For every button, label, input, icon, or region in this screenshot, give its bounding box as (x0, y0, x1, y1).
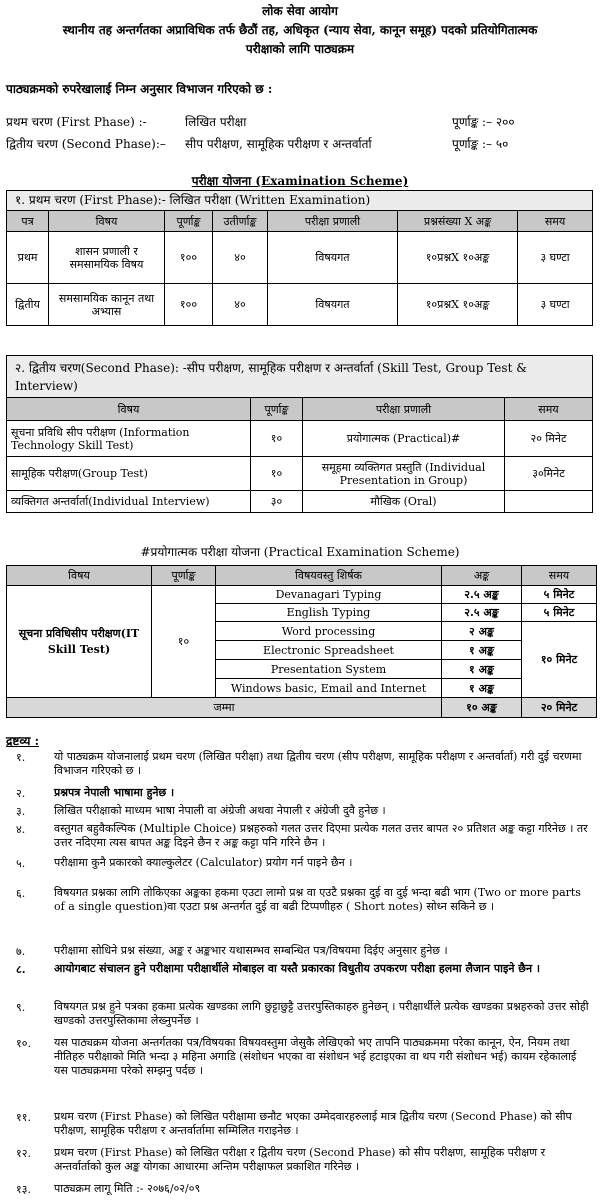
marks: २.५ अङ्क (442, 604, 522, 622)
time: ५ मिनेट (522, 586, 597, 604)
col-exam-system: परीक्षा प्रणाली (268, 211, 398, 232)
time: ३ घण्टा (518, 284, 593, 326)
exam-system: विषयगत (268, 232, 398, 284)
note-number: ६. (16, 887, 26, 900)
phase1-value: लिखित परीक्षा (185, 115, 247, 129)
table-row (7, 586, 597, 604)
total-label: जम्मा (7, 698, 442, 718)
header-line-2: परीक्षाको लागि पाठ्यक्रम (245, 42, 355, 56)
note-number: १०. (16, 1037, 31, 1050)
exam-system: विषयगत (268, 284, 398, 326)
note-text: यो पाठ्यक्रम योजनालाई प्रथम चरण (लिखित परीक्षा) तथा द्वितीय चरण (सीप परीक्षण, सामूहिक परीक्षण र अन्तर्वार्ता) गरी दुई चरणमा विभाजन गरिएको छ । (54, 750, 582, 777)
exam-system: समूहमा व्यक्तिगत प्रस्तुति (Individual Presentation in Group) (303, 457, 505, 491)
time: ५ मिनेट (522, 604, 597, 622)
note-number: ३. (16, 805, 26, 818)
note-number: ८. (16, 963, 26, 976)
practical-table (6, 565, 597, 718)
note-text: वस्तुगत बहुवैकल्पिक (Multiple Choice) प्रश्नहरुको गलत उत्तर दिएमा प्रत्येक गलत उत्तर बापत २० प्रतिशत अङ्क कट्टा गरिनेछ । तर उत्तर नदिएमा त्यस बापत अङ्क दिइने छैन र अङ्क कट्टा पनि गरिने छैन । (54, 822, 588, 849)
col-paper: पत्र (7, 211, 49, 232)
full-marks: १० (251, 421, 303, 457)
table-row (7, 491, 593, 513)
marks: २ अङ्क (442, 622, 522, 641)
phase1-label: प्रथम चरण (First Phase) :- (6, 115, 147, 129)
col-time: समय (505, 398, 593, 421)
note-number: १२. (16, 1147, 31, 1160)
written-exam-table (6, 190, 593, 326)
note-text: प्रश्नपत्र नेपाली भाषामा हुनेछ । (54, 786, 175, 799)
time: २० मिनेट (505, 421, 593, 457)
pass-marks: ४० (213, 232, 268, 284)
note-text: विषयगत प्रश्न हुने पत्रका हकमा प्रत्येक खण्डका लागि छुट्टाछुट्टै उत्तरपुस्तिकाहरु हुनेछन् । परीक्षार्थीले प्रत्येक खण्डका प्रश्नहरुको उत्तर सोही खण्डको उत्तरपुस्तिकामा लेख्नुपर्नेछ । (54, 1000, 589, 1027)
marks: १ अङ्क (442, 641, 522, 660)
subject: शासन प्रणाली र समसामयिक विषय (49, 232, 165, 284)
col-full-marks: पूर्णाङ्क (152, 566, 216, 586)
note-text: प्रथम चरण (First Phase) को लिखित परीक्षा र द्वितीय चरण (Second Phase) को सीप परीक्षण, सामूहिक परीक्षण र अन्तर्वार्ताको कुल अङ्क योगका आधारमा अन्तिम परीक्षाफल प्रकाशित गरिनेछ । (54, 1146, 546, 1173)
topic: Devanagari Typing (216, 586, 442, 604)
paper: प्रथम (7, 232, 49, 284)
note-number: ४. (16, 823, 26, 836)
exam-system: मौखिक (Oral) (303, 491, 505, 513)
second-phase-title: २. द्वितीय चरण(Second Phase): -सीप परीक्षण, सामूहिक परीक्षण र अन्तर्वार्ता (Skill Test, Group Test & Interview) (7, 356, 593, 398)
subject: सामूहिक परीक्षण(Group Test) (7, 457, 251, 491)
phase2-label: द्वितीय चरण (Second Phase):– (6, 137, 166, 151)
note-text: लिखित परीक्षाको माध्यम भाषा नेपाली वा अंग्रेजी अथवा नेपाली र अंग्रेजी दुवै हुनेछ । (54, 804, 386, 817)
exam-system: प्रयोगात्मक (Practical)# (303, 421, 505, 457)
scheme-title: परीक्षा योजना (Examination Scheme) (191, 174, 409, 188)
col-questions: प्रश्नसंख्या X अङ्क (398, 211, 518, 232)
topic: Word processing (216, 622, 442, 641)
col-full-marks: पूर्णाङ्क (251, 398, 303, 421)
note-text: विषयगत प्रश्नका लागि तोकिएका अङ्कका हकमा एउटा लामो प्रश्न वा एउटै प्रश्नका दुई वा दुई भन्दा बढी भाग (Two or more parts of a single question)वा एउटा प्रश्न अन्तर्गत दुई वा बढी टिप्पणीहरु ( Short notes) सोध्न सकिने छ । (54, 886, 581, 913)
col-subject: विषय (7, 566, 152, 586)
note-text: पाठ्यक्रम लागू मिति :- २०७६/०२/०९ (54, 1182, 201, 1195)
marks: १ अङ्क (442, 660, 522, 679)
col-time: समय (518, 211, 593, 232)
col-exam-system: परीक्षा प्रणाली (303, 398, 505, 421)
phase2-marks: पूर्णाङ्क :– ५० (452, 137, 509, 151)
subject: व्यक्तिगत अन्तर्वार्ता(Individual Interview) (7, 491, 251, 513)
topic: Presentation System (216, 660, 442, 679)
note-number: ११. (16, 1111, 31, 1124)
total-marks: १० अङ्क (442, 698, 522, 718)
col-full-marks: पूर्णाङ्क (165, 211, 213, 232)
col-subject: विषय (7, 398, 251, 421)
topic: Windows basic, Email and Internet (216, 679, 442, 698)
col-time: समय (522, 566, 597, 586)
col-subject: विषय (49, 211, 165, 232)
time (505, 491, 593, 513)
intro-text: पाठ्यक्रमको रुपरेखालाई निम्न अनुसार विभाजन गरिएको छ : (6, 82, 273, 96)
full-marks: ३० (251, 491, 303, 513)
second-phase-table (6, 355, 593, 513)
marks: १ अङ्क (442, 679, 522, 698)
practical-full-marks: १० (152, 586, 216, 698)
table-row (7, 421, 593, 457)
org-title: लोक सेवा आयोग (262, 4, 338, 18)
written-phase-title: १. प्रथम चरण (First Phase):- लिखित परीक्षा (Written Examination) (7, 191, 593, 211)
note-text: परीक्षामा कुनै प्रकारको क्याल्कुलेटर (Calculator) प्रयोग गर्न पाइने छैन । (54, 856, 353, 869)
total-row (7, 698, 597, 718)
subject: समसामयिक कानून तथा अभ्यास (49, 284, 165, 326)
marks: २.५ अङ्क (442, 586, 522, 604)
merged-time: १० मिनेट (522, 622, 597, 698)
time: ३०मिनेट (505, 457, 593, 491)
table-row (7, 457, 593, 491)
subject: सूचना प्रविधि सीप परीक्षण (Information Technology Skill Test) (7, 421, 251, 457)
note-number: १३. (16, 1183, 31, 1196)
note-number: ९. (16, 1001, 26, 1014)
note-number: ७. (16, 945, 26, 958)
questions: १०प्रश्नX १०अङ्क (398, 284, 518, 326)
pass-marks: ४० (213, 284, 268, 326)
col-pass-marks: उतीर्णाङ्क (213, 211, 268, 232)
note-number: २. (16, 787, 26, 800)
total-time: २० मिनेट (522, 698, 597, 718)
table-row (7, 284, 593, 326)
note-text: यस पाठ्यक्रम योजना अन्तर्गतका पत्र/विषयका विषयवस्तुमा जेसुकै लेखिएको भए तापनि पाठ्यक्रममा परेका कानून, ऐन, नियम तथा नीतिहरु परीक्षाको मिति भन्दा ३ महिना अगाडि (संशोधन भएका वा संशोधन भई हटाइएका वा थप गरी संशोधन भई) कायम रहेकालाई यस पाठ्यक्रममा परेको सम्झनु पर्दछ । (54, 1036, 577, 1077)
note-text: प्रथम चरण (First Phase) को लिखित परीक्षामा छनौट भएका उम्मेदवारहरुलाई मात्र द्वितीय चरण (Second Phase) को सीप परीक्षण, सामूहिक परीक्षण र अन्तर्वार्तामा सम्मिलित गराइनेछ । (54, 1110, 572, 1137)
phase1-marks: पूर्णाङ्क :– २०० (452, 115, 515, 129)
second-header-row (7, 398, 593, 421)
time: ३ घण्टा (518, 232, 593, 284)
topic: English Typing (216, 604, 442, 622)
full-marks: १०० (165, 284, 213, 326)
practical-header-row (7, 566, 597, 586)
col-marks: अङ्क (442, 566, 522, 586)
notes-heading: द्रष्टव्य : (6, 734, 40, 748)
written-header-row (7, 211, 593, 232)
paper: द्वितीय (7, 284, 49, 326)
col-topic: विषयवस्तु शिर्षक (216, 566, 442, 586)
header-line-1: स्थानीय तह अन्तर्गतका अप्राविधिक तर्फ छैठौं तह, अधिकृत (न्याय सेवा, कानून समूह) पदको प्रतियोगितात्मक (62, 23, 538, 37)
note-text: परीक्षामा सोधिने प्रश्न संख्या, अङ्क र अङ्कभार यथासम्भव सम्बन्धित पत्र/विषयमा दिईए अनुसार हुनेछ । (54, 944, 448, 957)
note-number: ५. (16, 857, 26, 870)
phase2-value: सीप परीक्षण, सामूहिक परीक्षण र अन्तर्वार्ता (185, 137, 372, 151)
questions: १०प्रश्नX १०अङ्क (398, 232, 518, 284)
note-number: १. (16, 751, 26, 764)
practical-subject: सूचना प्रविधिसीप परीक्षण(IT Skill Test) (7, 586, 152, 698)
note-text: आयोगबाट संचालन हुने परीक्षामा परीक्षार्थीले मोबाइल वा यस्तै प्रकारका विधुतीय उपकरण परीक्षा हलमा लैजान पाइने छैन । (54, 962, 541, 975)
table-row (7, 232, 593, 284)
practical-title: #प्रयोगात्मक परीक्षा योजना (Practical Examination Scheme) (140, 545, 460, 559)
topic: Electronic Spreadsheet (216, 641, 442, 660)
full-marks: १०० (165, 232, 213, 284)
full-marks: १० (251, 457, 303, 491)
